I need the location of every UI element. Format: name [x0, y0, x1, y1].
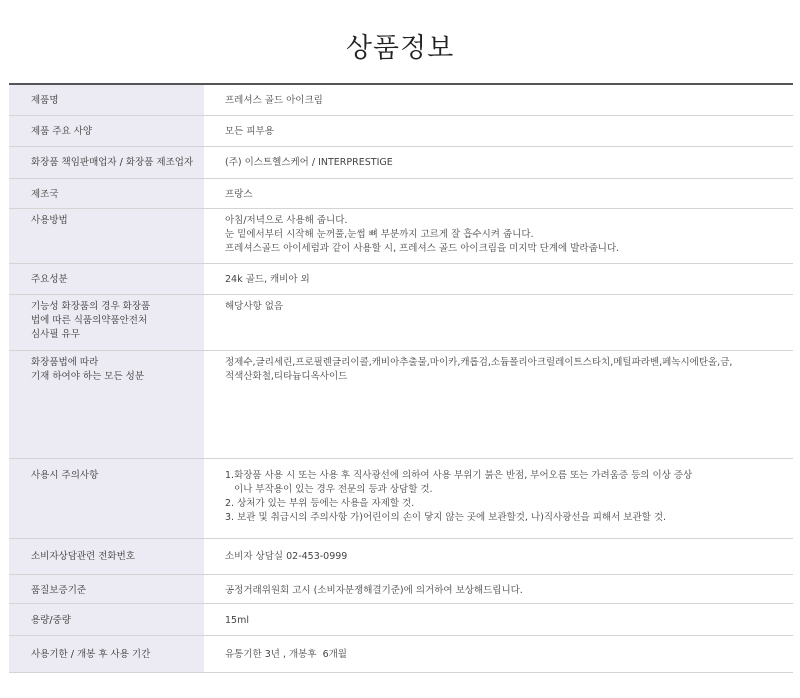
row-label: [9, 146, 204, 178]
table-row: [9, 263, 793, 294]
table-row: [9, 350, 793, 458]
row-label: [9, 458, 204, 538]
row-value-line: 이나 부작용이 있는 경우 전문의 등과 상담할 것.: [225, 483, 433, 495]
table-row: [9, 208, 793, 263]
row-value-line: 정제수,글리세린,프로필렌글리이콜,캐비아추출물,마이카,캐롭검,소듐폴리아크릴레이트스타치,메틸파라벤,페녹시에탄올,금,: [225, 356, 733, 368]
table-row: [9, 115, 793, 146]
row-value: [204, 294, 793, 350]
row-value: [204, 603, 793, 635]
row-value-line: 해당사항 없음: [225, 300, 284, 312]
table-row: [9, 146, 793, 178]
table-row: [9, 635, 793, 672]
row-value: [204, 350, 793, 458]
row-label: [9, 603, 204, 635]
row-label: [9, 635, 204, 672]
row-value: [204, 115, 793, 146]
row-label-line: 화장품 책임판매업자 / 화장품 제조업자: [31, 156, 194, 168]
row-label-line: 제조국: [31, 188, 59, 200]
table-row: [9, 574, 793, 603]
row-value-line: 1.화장품 사용 시 또는 사용 후 직사광선에 의하여 사용 부위기 붉은 반점, 부어오름 또는 가려움증 등의 이상 증상: [225, 469, 693, 481]
row-label-line: 사용방법: [31, 214, 68, 226]
row-value-line: 눈 밑에서부터 시작해 눈꺼풀,눈썹 뼈 부분까지 고르게 잘 흡수시켜 줍니다.: [225, 228, 534, 240]
row-value-line: 15ml: [225, 614, 249, 626]
row-label: [9, 208, 204, 263]
row-value-line: 적색산화철,티타늄디옥사이드: [225, 370, 348, 382]
row-value: [204, 635, 793, 672]
row-label-line: 품질보증기준: [31, 584, 87, 596]
row-value: [204, 574, 793, 603]
row-label: [9, 263, 204, 294]
row-label-line: 법에 따른 식품의약품안전처: [31, 314, 148, 326]
row-label-line: 용량/중량: [31, 614, 71, 626]
row-value-line: 3. 보관 및 취급시의 주의사항 가)어린이의 손이 닿지 않는 곳에 보관할것, 나)직사광선을 피해서 보관할 것.: [225, 511, 667, 523]
table-row: [9, 538, 793, 574]
row-value-line: 모든 피부용: [225, 125, 274, 137]
row-value-line: 유통기한 3년 , 개봉후 6개월: [225, 648, 347, 660]
row-label-line: 화장품법에 따라: [31, 356, 99, 368]
row-value: [204, 208, 793, 263]
page-title: 상품정보: [345, 33, 455, 64]
row-label: [9, 538, 204, 574]
row-label: [9, 350, 204, 458]
row-label-line: 제품 주요 사양: [31, 125, 93, 137]
row-value-line: 아침/저녁으로 사용해 줍니다.: [225, 214, 348, 226]
row-label-line: 기능성 화장품의 경우 화장품: [31, 300, 151, 312]
row-value: [204, 458, 793, 538]
row-label-line: 제품명: [31, 95, 59, 106]
row-value-line: 소비자 상담실 02-453-0999: [225, 550, 348, 562]
row-label-line: 주요성분: [31, 273, 68, 285]
row-value: [204, 84, 793, 115]
row-label: [9, 115, 204, 146]
row-label: [9, 574, 204, 603]
row-label-line: 심사필 유무: [31, 328, 80, 340]
row-value: [204, 178, 793, 208]
row-value: [204, 538, 793, 574]
row-value-line: 프레셔스골드 아이세럼과 같이 사용할 시, 프레셔스 골드 아이크림을 미지막 단계에 발라줍니다.: [225, 242, 620, 254]
row-value-line: 24k 골드, 캐비아 외: [225, 273, 310, 285]
table-row: [9, 84, 793, 115]
row-label-line: 사용기한 / 개봉 후 사용 기간: [31, 648, 151, 660]
row-value: [204, 146, 793, 178]
row-label: [9, 178, 204, 208]
table-row: [9, 603, 793, 635]
row-label: [9, 294, 204, 350]
row-label-line: 사용시 주의사항: [31, 469, 99, 481]
row-value-line: 프레셔스 골드 아이크림: [225, 95, 323, 106]
row-value-line: 2. 상처가 있는 부위 등에는 사용을 자제할 것.: [225, 497, 415, 509]
row-value-line: 공정거래위원회 고시 (소비자분쟁해결기준)에 의거하여 보상해드립니다.: [225, 584, 523, 596]
product-info-table: [9, 83, 793, 673]
row-value-line: 프랑스: [225, 188, 253, 200]
table-row: [9, 178, 793, 208]
row-label: [9, 84, 204, 115]
table-row: [9, 294, 793, 350]
row-value: [204, 263, 793, 294]
row-value-line: (주) 이스트헬스케어 / INTERPRESTIGE: [225, 156, 393, 168]
row-label-line: 소비자상담관련 전화번호: [31, 550, 135, 562]
table-row: [9, 458, 793, 538]
row-label-line: 기재 하여야 하는 모든 성분: [31, 370, 145, 382]
